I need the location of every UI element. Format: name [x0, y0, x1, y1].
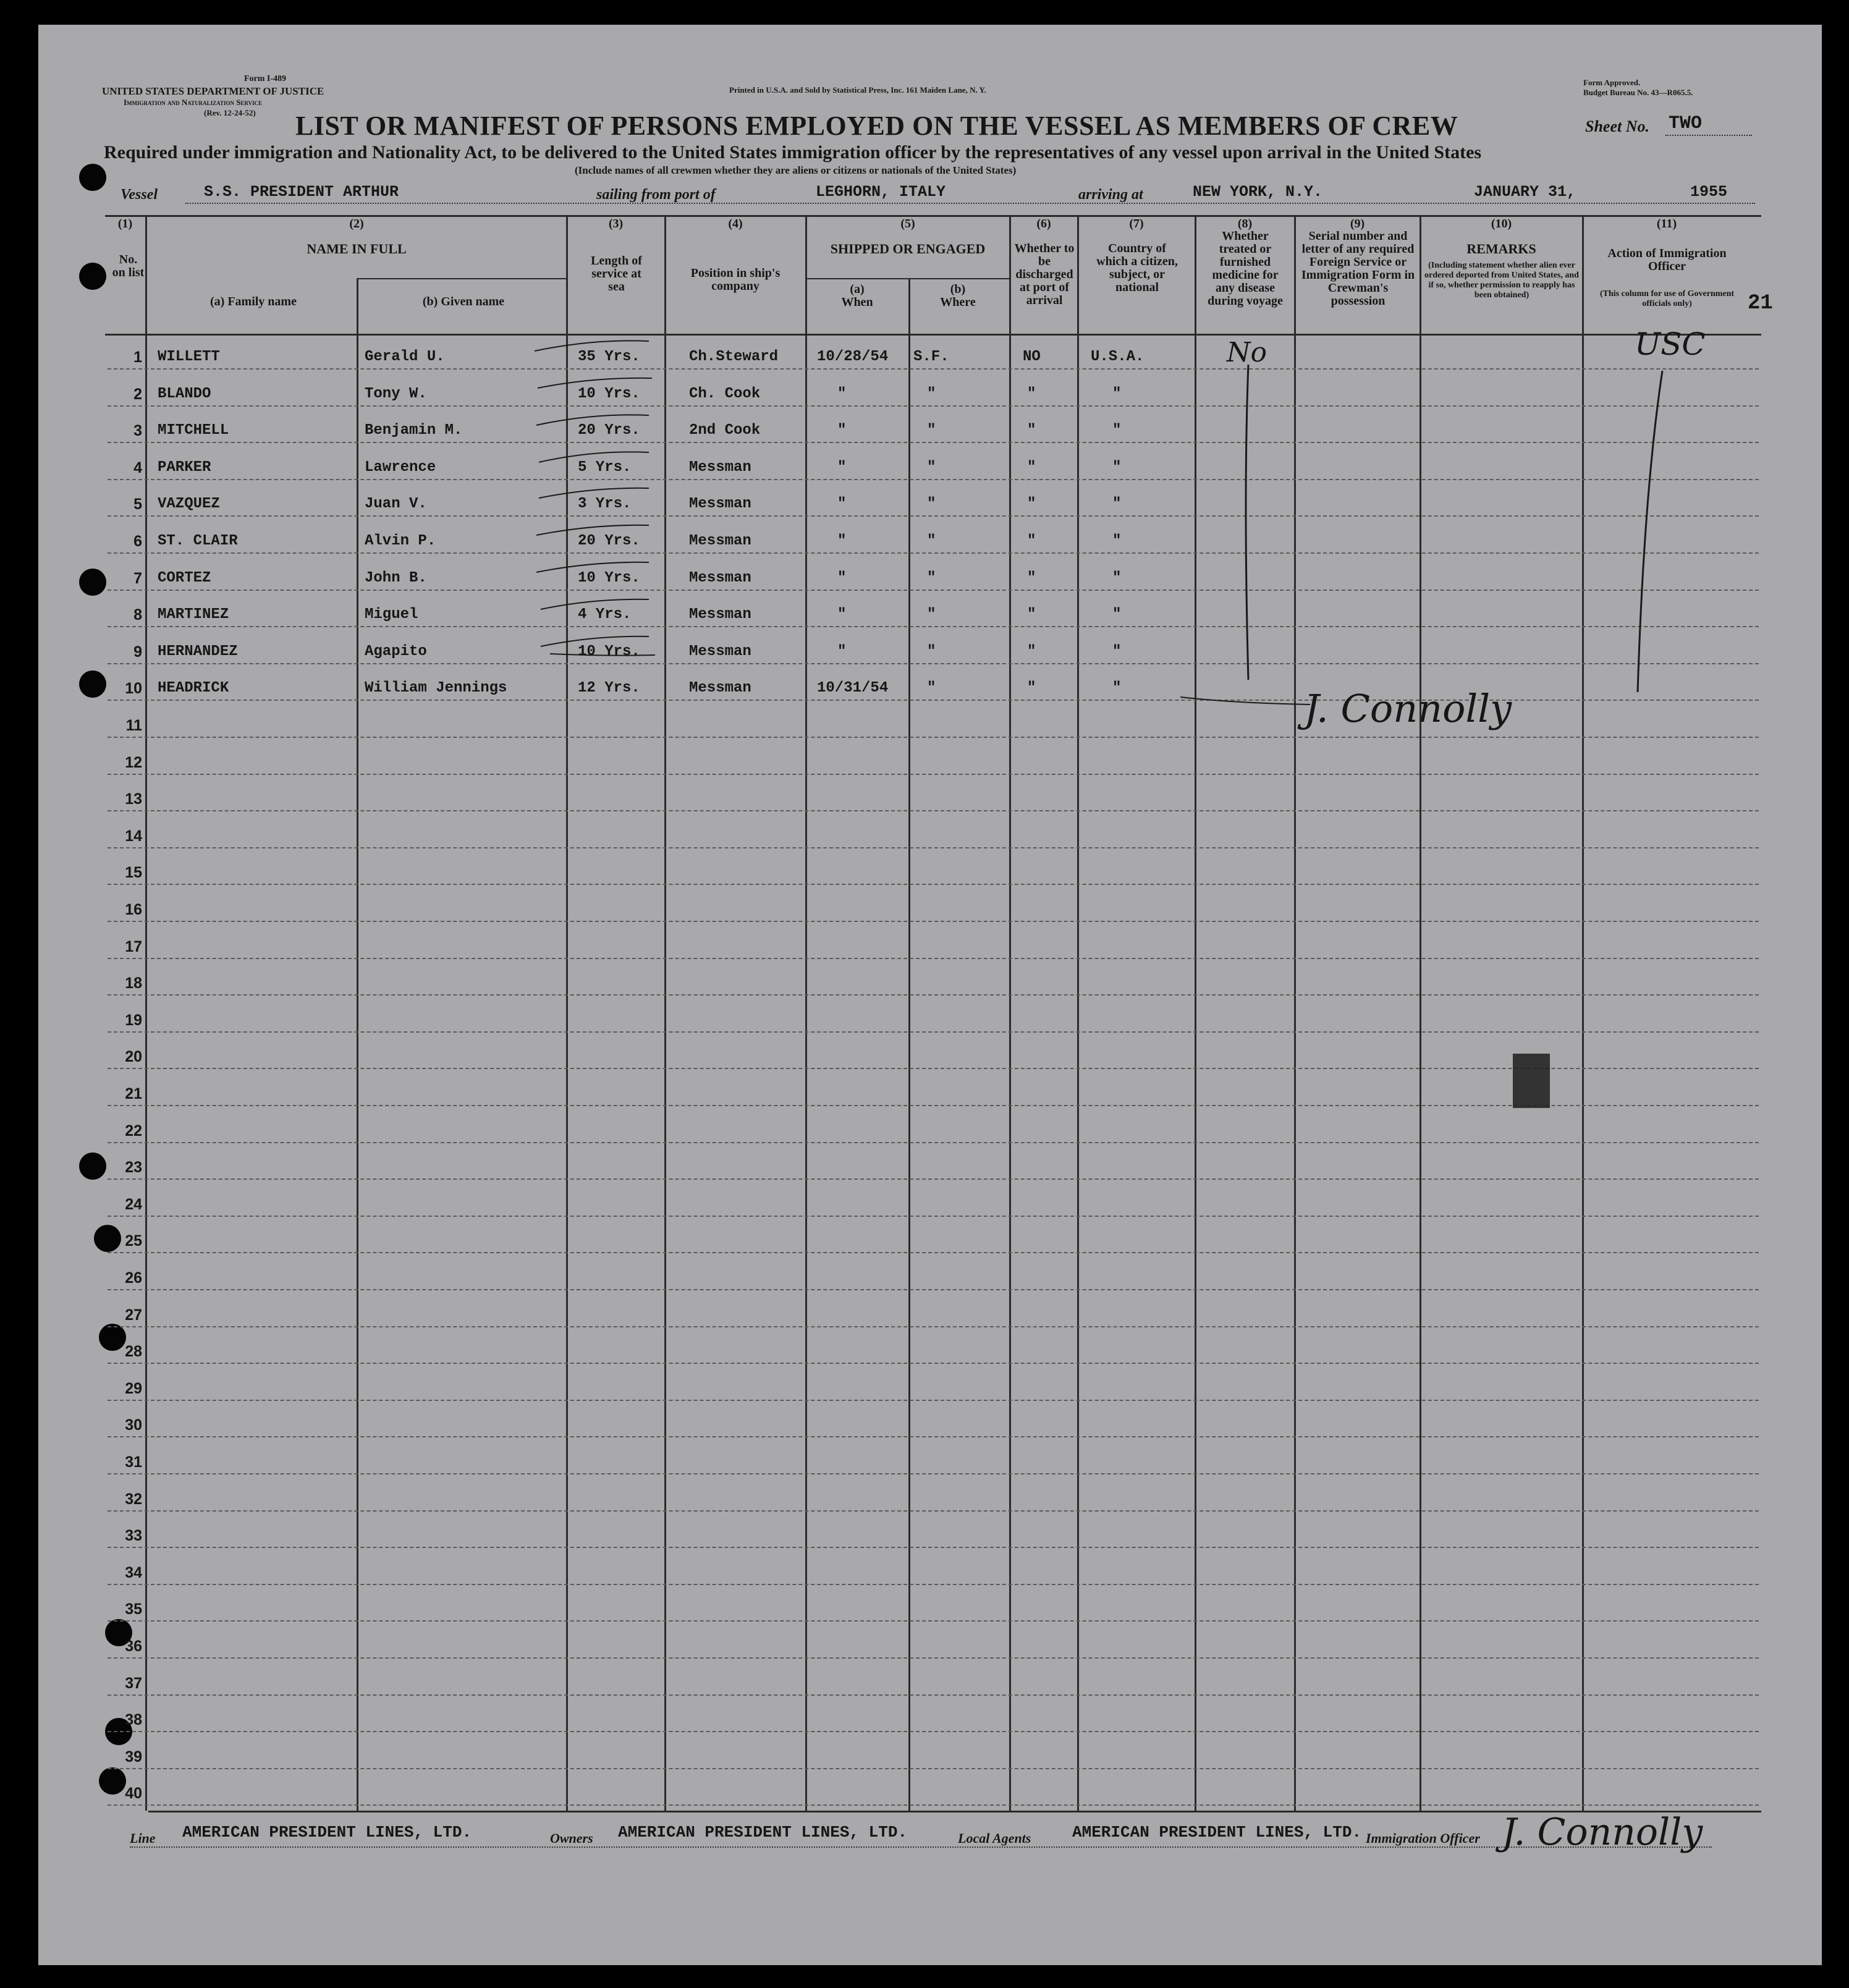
medical-tick-line: [1246, 365, 1248, 680]
row-number: 21: [125, 1085, 142, 1102]
cell-where: S.F.: [913, 349, 949, 365]
agents-value: AMERICAN PRESIDENT LINES, LTD.: [1072, 1823, 1362, 1842]
cell-discharged: ": [1027, 422, 1036, 439]
row-number: 20: [125, 1048, 142, 1066]
cell-given: Alvin P.: [365, 533, 436, 549]
footer-underline: [130, 1846, 1712, 1848]
cell-family: MITCHELL: [158, 422, 229, 439]
cell-when: 10/28/54: [817, 349, 889, 365]
officer-signature: J. Connolly: [1304, 686, 1512, 731]
col2-header: NAME IN FULL: [307, 241, 407, 256]
budget-bureau: Budget Bureau No. 43—R065.5.: [1583, 88, 1693, 97]
owners-value: AMERICAN PRESIDENT LINES, LTD.: [618, 1823, 908, 1842]
cell-where: ": [927, 533, 936, 549]
cell-when: ": [837, 422, 847, 439]
remarks-header: REMARKS: [1466, 241, 1536, 256]
cell-length: 10 Yrs.: [578, 643, 640, 660]
cell-given: Tony W.: [365, 385, 427, 402]
col4-number: (4): [728, 217, 743, 231]
row-number: 19: [125, 1011, 142, 1029]
cell-position: Messman: [689, 643, 751, 660]
cell-length: 4 Yrs.: [578, 606, 632, 624]
length-strikes: [535, 340, 655, 655]
cell-where: ": [927, 643, 936, 660]
col3-number: (3): [608, 217, 624, 231]
cell-length: 20 Yrs.: [578, 533, 640, 549]
cell-position: Messman: [689, 680, 751, 697]
cell-discharged: ": [1027, 533, 1036, 549]
margin-mark: 21: [1748, 292, 1773, 315]
approval: Form Approved.: [1583, 78, 1641, 87]
cell-length: 3 Yrs.: [578, 496, 632, 513]
row-number: 14: [125, 827, 142, 845]
col11-number: (11): [1656, 217, 1677, 231]
form-number: Form I-489: [244, 74, 287, 83]
cell-when: ": [837, 385, 847, 402]
cell-country: ": [1112, 496, 1122, 513]
cell-when: ": [837, 459, 847, 476]
cell-discharged: ": [1027, 643, 1036, 660]
page-title: LIST OR MANIFEST OF PERSONS EMPLOYED ON THE VESSEL AS MEMBERS OF CREW: [295, 111, 1458, 141]
row-number: 11: [125, 717, 142, 734]
row-number: 6: [133, 533, 142, 550]
sheet-label: Sheet No.: [1585, 117, 1649, 135]
row-number: 39: [125, 1748, 142, 1766]
cell-where: ": [927, 496, 936, 513]
row-number: 13: [125, 790, 142, 808]
cell-family: MARTINEZ: [158, 606, 229, 624]
cell-when: ": [837, 643, 847, 660]
cell-position: Ch.Steward: [689, 349, 779, 365]
cell-country: ": [1112, 533, 1122, 549]
cell-length: 35 Yrs.: [578, 349, 640, 365]
subtitle: Required under immigration and Nationality Act, to be delivered to the United States immigration officer by the representatives of any vessel upon arrival in the United States: [104, 142, 1482, 163]
printer-note: Printed in U.S.A. and Sold by Statistical Press, Inc. 161 Maiden Lane, N. Y.: [729, 85, 986, 95]
medical-header: Whether treated or furnished medicine for any disease during voyage: [1208, 229, 1283, 308]
cell-discharged: ": [1027, 569, 1036, 586]
cell-where: ": [927, 680, 936, 697]
row-number: 40: [125, 1785, 142, 1803]
row-number: 25: [125, 1232, 142, 1250]
cell-country: ": [1112, 643, 1122, 660]
row-number: 31: [125, 1453, 142, 1471]
cell-position: Messman: [689, 606, 751, 624]
row-number: 12: [125, 753, 142, 771]
cell-when: ": [837, 496, 847, 513]
row-number: 34: [125, 1563, 142, 1581]
row-number: 4: [133, 459, 142, 476]
row-number: 16: [125, 901, 142, 918]
row-number: 2: [133, 385, 142, 403]
cell-family: CORTEZ: [158, 569, 211, 586]
row-number: 32: [125, 1490, 142, 1508]
cell-family: BLANDO: [158, 385, 211, 402]
line-value: AMERICAN PRESIDENT LINES, LTD.: [182, 1823, 472, 1842]
cell-position: Messman: [689, 459, 751, 476]
serial-header: Serial number and letter of any required Foreign Service or Immigration Form in Crewman's possession: [1301, 229, 1415, 308]
row-number: 1: [133, 349, 142, 366]
col5-number: (5): [900, 217, 915, 231]
signature-lead-line: [1180, 697, 1310, 704]
length-header: Length of service at sea: [591, 254, 642, 294]
cell-country: ": [1112, 422, 1122, 439]
cell-country: ": [1112, 569, 1122, 586]
cell-discharged: ": [1027, 459, 1036, 476]
cell-given: Juan V.: [365, 496, 427, 513]
service: Immigration and Naturalization Service: [124, 98, 263, 107]
row-number: 26: [125, 1269, 142, 1287]
row-number: 33: [125, 1527, 142, 1545]
cell-given: Gerald U.: [365, 349, 445, 365]
cell-family: VAZQUEZ: [158, 496, 220, 513]
ink-smudge: [1513, 1054, 1550, 1108]
cell-position: 2nd Cook: [689, 422, 761, 439]
departure-port: LEGHORN, ITALY: [816, 183, 946, 201]
cell-position: Ch. Cook: [689, 385, 761, 402]
country-header: Country of which a citizen, subject, or national: [1096, 242, 1178, 294]
shipped-header: SHIPPED OR ENGAGED: [830, 241, 986, 256]
medical-note: No: [1227, 337, 1267, 368]
row-number: 22: [125, 1122, 142, 1140]
cell-country: ": [1112, 385, 1122, 402]
cell-where: ": [927, 569, 936, 586]
cell-country: U.S.A.: [1091, 349, 1145, 365]
department: UNITED STATES DEPARTMENT OF JUSTICE: [102, 85, 324, 97]
cell-length: 10 Yrs.: [578, 385, 640, 402]
discharged-header: Whether to be discharged at port of arrival: [1014, 242, 1075, 307]
cell-family: HEADRICK: [158, 680, 229, 697]
row-number: 37: [125, 1674, 142, 1692]
cell-given: Miguel: [365, 606, 418, 624]
cell-country: ": [1112, 459, 1122, 476]
row-number: 24: [125, 1195, 142, 1213]
action-header: Action of Immigration Officer: [1607, 247, 1727, 273]
action-note: (This column for use of Government officials only): [1599, 289, 1735, 308]
cell-when: ": [837, 569, 847, 586]
arriving-label: arriving at: [1078, 187, 1143, 203]
cell-discharged: ": [1027, 606, 1036, 624]
row-number: 30: [125, 1416, 142, 1434]
cell-position: Messman: [689, 533, 751, 549]
arrival-port: NEW YORK, N.Y.: [1193, 183, 1323, 201]
line-label: Line: [130, 1830, 156, 1846]
row-number: 38: [125, 1711, 142, 1729]
col2-number: (2): [349, 217, 364, 231]
cell-position: Messman: [689, 569, 751, 586]
vessel-label: Vessel: [121, 187, 158, 203]
cell-length: 12 Yrs.: [578, 680, 640, 697]
col10-number: (10): [1491, 217, 1512, 231]
row-number: 15: [125, 864, 142, 882]
cell-discharged: ": [1027, 496, 1036, 513]
row-number: 35: [125, 1601, 142, 1618]
agents-label: Local Agents: [958, 1830, 1031, 1846]
family-name-header: (a) Family name: [210, 295, 297, 308]
action-note-hand: USC: [1635, 326, 1706, 362]
cell-length: 5 Yrs.: [578, 459, 632, 476]
cell-where: ": [927, 606, 936, 624]
col1-header: No. on list: [112, 253, 145, 279]
cell-family: HERNANDEZ: [158, 643, 238, 660]
cell-where: ": [927, 385, 936, 402]
given-name-header: (b) Given name: [422, 295, 505, 308]
col7-number: (7): [1129, 217, 1144, 231]
col6-number: (6): [1036, 217, 1051, 231]
vessel-name: S.S. PRESIDENT ARTHUR: [204, 183, 399, 201]
cell-family: PARKER: [158, 459, 211, 476]
officer-label: Immigration Officer: [1366, 1830, 1480, 1846]
cell-where: ": [927, 422, 936, 439]
sailing-label: sailing from port of: [596, 187, 716, 203]
row-number: 5: [133, 496, 142, 514]
row-number: 28: [125, 1343, 142, 1361]
cell-given: John B.: [365, 569, 427, 586]
arrival-date: JANUARY 31,: [1474, 183, 1576, 201]
row-number: 7: [133, 569, 142, 587]
row-number: 23: [125, 1159, 142, 1177]
cell-country: ": [1112, 606, 1122, 624]
position-header: Position in ship's company: [690, 266, 781, 293]
owners-label: Owners: [550, 1830, 593, 1846]
arrival-year: 1955: [1690, 183, 1728, 201]
remarks-note: (Including statement whether alien ever ordered deported from United States, and if so, whether permission to reapply has been obtained): [1424, 261, 1579, 300]
row-number: 29: [125, 1379, 142, 1397]
row-number: 9: [133, 643, 142, 661]
col8-number: (8): [1237, 217, 1253, 231]
sheet-number: TWO: [1669, 113, 1703, 134]
action-tick-line: [1638, 371, 1662, 692]
row-number: 8: [133, 606, 142, 624]
cell-position: Messman: [689, 496, 751, 513]
cell-country: ": [1112, 680, 1122, 697]
revision: (Rev. 12-24-52): [204, 108, 256, 117]
row-number: 3: [133, 422, 142, 440]
cell-when: ": [837, 606, 847, 624]
col9-number: (9): [1350, 217, 1365, 231]
cell-family: ST. CLAIR: [158, 533, 238, 549]
footer-signature: J. Connolly: [1502, 1811, 1703, 1854]
row-number: 36: [125, 1638, 142, 1655]
row-number: 10: [125, 680, 142, 698]
cell-discharged: ": [1027, 680, 1036, 697]
cell-given: Benjamin M.: [365, 422, 463, 439]
cell-discharged: NO: [1023, 349, 1041, 365]
where-header: (b) Where: [940, 282, 976, 309]
cell-family: WILLETT: [158, 349, 220, 365]
include-note: (Include names of all crewmen whether they are aliens or citizens or nationals of the United States): [575, 164, 1017, 176]
cell-when: 10/31/54: [817, 680, 889, 697]
cell-given: Agapito: [365, 643, 427, 660]
cell-discharged: ": [1027, 385, 1036, 402]
col1-number: (1): [117, 217, 133, 231]
cell-when: ": [837, 533, 847, 549]
cell-given: William Jennings: [365, 680, 507, 697]
cell-where: ": [927, 459, 936, 476]
row-number: 17: [125, 937, 142, 955]
cell-given: Lawrence: [365, 459, 436, 476]
cell-length: 10 Yrs.: [578, 569, 640, 586]
row-number: 27: [125, 1306, 142, 1324]
when-header: (a) When: [841, 282, 873, 309]
row-number: 18: [125, 975, 142, 992]
cell-length: 20 Yrs.: [578, 422, 640, 439]
